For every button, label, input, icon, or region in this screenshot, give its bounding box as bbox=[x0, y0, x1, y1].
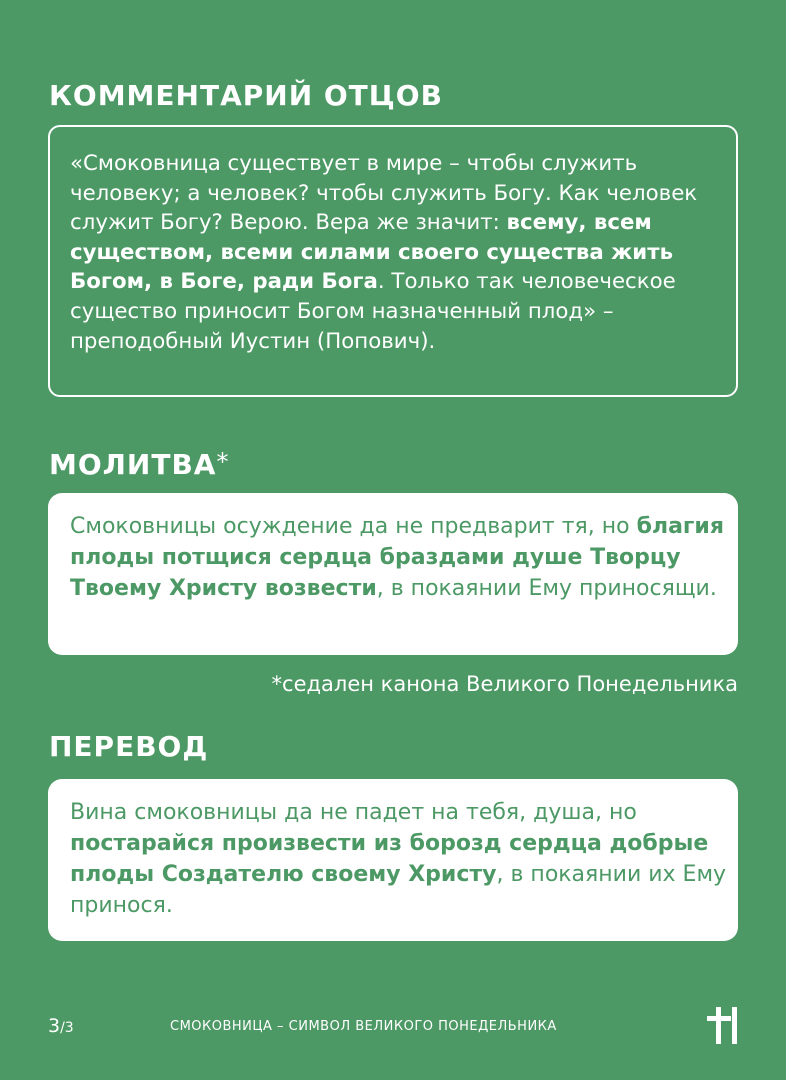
commentary-text: «Смоковница существует в мире – чтобы служить человеку; а человек? чтобы служить Богу. Как человек служит Богу? Верою. Вера же значит: всему, всем существом, всеми силами своего существа жить Богом, в Боге, ради Бога. Только так человеческое существо приносит Богом назначенный плод» – преподобный Иустин (Попович). bbox=[70, 151, 698, 354]
page-indicator bbox=[48, 1014, 74, 1040]
commentary-bold-text: всему, всем существом, всеми силами своего существа жить Богом, в Боге, ради Бога bbox=[70, 210, 674, 295]
prayer-bold-text: благия плоды потщися сердца браздами душе Творцу Твоему Христу возвести bbox=[70, 514, 724, 601]
translation-bold-text: постарайся произвести из борозд сердца добрые плоды Создателю своему Христу bbox=[70, 831, 709, 887]
footer-title: СМОКОВНИЦА – СИМВОЛ ВЕЛИКОГО ПОНЕДЕЛЬНИКА bbox=[170, 1019, 557, 1034]
prayer-card bbox=[48, 493, 738, 655]
page-total: /3 bbox=[60, 1020, 74, 1036]
prayer-heading: МОЛИТВА* bbox=[49, 448, 229, 481]
translation-card bbox=[48, 779, 738, 941]
cross-logo-icon bbox=[706, 1006, 740, 1046]
commentary-box bbox=[48, 125, 738, 397]
page-current: 3 bbox=[48, 1015, 61, 1037]
prayer-footnote: *седален канона Великого Понедельника bbox=[271, 672, 738, 696]
prayer-text: Смоковницы осуждение да не предварит тя, но благия плоды потщися сердца браздами душе Творцу Твоему Христу возвести, в покаянии Ему приносящи. bbox=[70, 514, 724, 601]
translation-heading: ПЕРЕВОД bbox=[49, 730, 209, 763]
footnote-mark: * bbox=[216, 448, 229, 476]
translation-text: Вина смоковницы да не падет на тебя, душа, но постарайся произвести из борозд сердца добрые плоды Создателю своему Христу, в покаянии их Ему принося. bbox=[70, 800, 727, 918]
commentary-heading: КОММЕНТАРИЙ ОТЦОВ bbox=[49, 79, 443, 112]
